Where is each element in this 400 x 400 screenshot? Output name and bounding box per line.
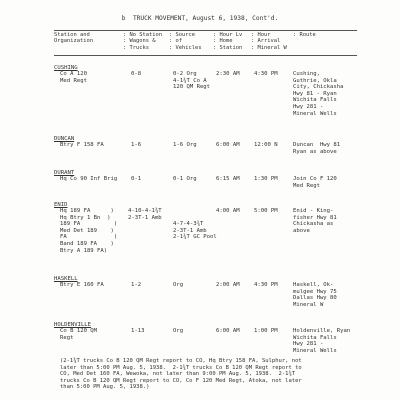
col-header-hour-arrival: : Hour : Arrival : Mineral W: [251, 32, 287, 51]
hour-leave: 4:00 AM: [216, 208, 240, 214]
route: Holdenville, Ryan Wichita Falls Hwy 281 - Mineral Wells: [293, 328, 351, 354]
route: Join Co F 120 Med Regt: [293, 176, 337, 189]
route: Duncan Hwy 81 Ryan as above: [293, 142, 341, 155]
station-name: DURANT: [54, 170, 75, 176]
organization: Btry F 158 FA: [60, 142, 104, 148]
organization: Btry E 160 FA: [60, 282, 104, 288]
organization: Hq Co 90 Inf Brig: [60, 176, 118, 182]
hour-leave: 2:00 AM: [216, 282, 240, 288]
organization: Co A 120 Med Regt: [60, 71, 87, 84]
organization: Co B 120 QM Regt: [60, 328, 98, 341]
organization: Hq 189 FA ) Hq Btry 1 Bn ) 189 FA ) Med Det 189 ) FA ) Band 189 FA ) Btry A 189 FA): [60, 208, 118, 254]
hour-leave: 6:00 AM: [216, 142, 240, 148]
no-trucks: 1-6: [131, 142, 142, 148]
hour-arrival: 4:30 PM: [254, 71, 278, 77]
no-trucks: 0-8: [131, 71, 142, 77]
hour-arrival: 4:30 PM: [254, 282, 278, 288]
station-name: CUSHING: [54, 65, 78, 71]
hour-leave: 6:00 AM: [216, 328, 240, 334]
header-bottom-rule: [54, 55, 357, 56]
hour-arrival: 1:00 PM: [254, 328, 278, 334]
station-name: ENID: [54, 202, 68, 208]
col-header-station: Station and Organization: [54, 32, 93, 45]
source-vehicles: 0-2 Org 4-1¾T Co A 120 QM Regt: [173, 71, 211, 91]
station-name: HOLDENVILLE: [54, 322, 92, 328]
source-vehicles: 0-1 Org: [173, 176, 197, 182]
no-trucks: 1-13: [131, 328, 145, 334]
hour-leave: 2:30 AM: [216, 71, 240, 77]
route: Cushing, Guthrie, Okla City, Chickasha Hwy 81 - Ryan Wichita Falls Hwy 281 - Mineral Wells: [293, 71, 344, 117]
footnote: (2-1¾T trucks Co B 120 QM Regt report to CO, Hq Btry 158 FA, Sulphur, not later than 5:00 PM Aug. 5, 1938. 2-1¾T trucks Co B 120 QM Regt report to CO, Med Det 160 FA, Wewoka, not later than 9:00 PM Aug. 5, 1938. 2-1¾T trucks Co B 120 QM Regt report to CO, Co F 120 Med Regt, Atoka, not later than 5:00 PM Aug. 5, 1938.): [60, 358, 302, 391]
col-header-source: : Source : of : Vehicles: [169, 32, 202, 51]
col-header-hour-lv: : Hour Lv : Home : Station: [213, 32, 243, 51]
station-name: DUNCAN: [54, 136, 75, 142]
hour-arrival: 1:30 PM: [254, 176, 278, 182]
route: Enid - King- fisher Hwy 81 Chickasha as above: [293, 208, 337, 234]
station-name: HASKELL: [54, 276, 78, 282]
source-vehicles: Org: [173, 328, 184, 334]
source-vehicles: 4-7-4-3¾T 2-3T-1 Amb 2-1¾T GC Pool: [173, 221, 217, 241]
col-header-no-station: : No Station : Wagons & : Trucks: [123, 32, 162, 51]
hour-arrival: 5:00 PM: [254, 208, 278, 214]
no-trucks: 1-2: [131, 282, 142, 288]
no-trucks: 4-10-4-1¾T 2-3T-1 Amb: [128, 208, 162, 221]
header-top-rule: [54, 30, 357, 31]
page-title: b TRUCK MOVEMENT, August 6, 1938, Cont'd.: [121, 15, 279, 22]
source-vehicles: 1-6 Org: [173, 142, 197, 148]
hour-arrival: 12:00 N: [254, 142, 278, 148]
source-vehicles: Org: [173, 282, 184, 288]
route: Haskell, Ok- mulgee Hwy 75 Dallas Hwy 80 Mineral W: [293, 282, 337, 308]
col-header-route: : Route: [293, 32, 316, 38]
hour-leave: 6:15 AM: [216, 176, 240, 182]
no-trucks: 0-1: [131, 176, 142, 182]
